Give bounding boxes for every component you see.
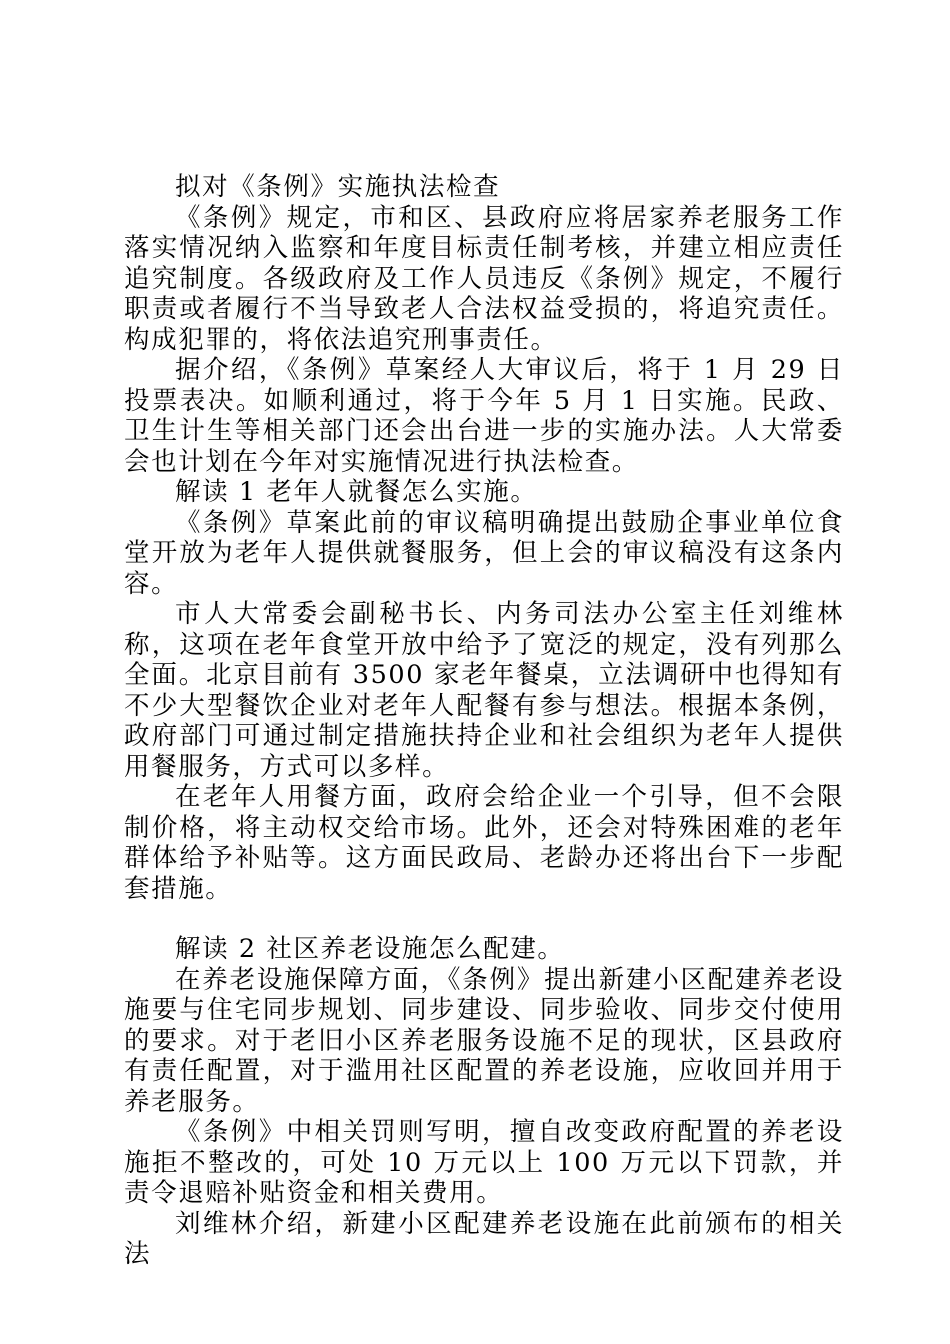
document-body [124, 172, 844, 1270]
paragraph: 《条例》规定，市和区、县政府应将居家养老服务工作落实情况纳入监察和年度目标责任制考核，并建立相应责任追究制度。各级政府及工作人员违反《条例》规定，不履行职责或者履行不当导致老人合法权益受损的，将追究责任。构成犯罪的，将依法追究刑事责任。 [124, 202, 844, 355]
paragraph: 《条例》草案此前的审议稿明确提出鼓励企事业单位食堂开放为老年人提供就餐服务，但上会的审议稿没有这条内容。 [124, 507, 844, 599]
paragraph: 市人大常委会副秘书长、内务司法办公室主任刘维林称，这项在老年食堂开放中给予了宽泛的规定，没有列那么全面。北京目前有 3500 家老年餐桌，立法调研中也得知有不少大型餐饮企业对老年人配餐有参与想法。根据本条例，政府部门可通过制定措施扶持企业和社会组织为老年人提供用餐服务，方式可以多样。 [124, 599, 844, 782]
paragraph: 在养老设施保障方面，《条例》提出新建小区配建养老设施要与住宅同步规划、同步建设、同步验收、同步交付使用的要求。对于老旧小区养老服务设施不足的现状，区县政府有责任配置，对于滥用社区配置的养老设施，应收回并用于养老服务。 [124, 964, 844, 1117]
section-heading: 解读 1 老年人就餐怎么实施。 [175, 477, 538, 507]
section-heading: 解读 2 社区养老设施怎么配建。 [175, 934, 565, 964]
section-heading: 拟对《条例》实施执法检查 [175, 172, 501, 202]
paragraph: 刘维林介绍，新建小区配建养老设施在此前颁布的相关法 [124, 1208, 844, 1269]
paragraph: 据介绍，《条例》草案经人大审议后，将于 1 月 29 日投票表决。如顺利通过，将于今年 5 月 1 日实施。民政、卫生计生等相关部门还会出台进一步的实施办法。人大常委会也计划在今年对实施情况进行执法检查。 [124, 355, 844, 477]
paragraph: 《条例》中相关罚则写明，擅自改变政府配置的养老设施拒不整改的，可处 10 万元以上 100 万元以下罚款，并责令退赔补贴资金和相关费用。 [124, 1117, 844, 1208]
paragraph: 在老年人用餐方面，政府会给企业一个引导，但不会限制价格，将主动权交给市场。此外，还会对特殊困难的老年群体给予补贴等。这方面民政局、老龄办还将出台下一步配套措施。 [124, 782, 844, 904]
